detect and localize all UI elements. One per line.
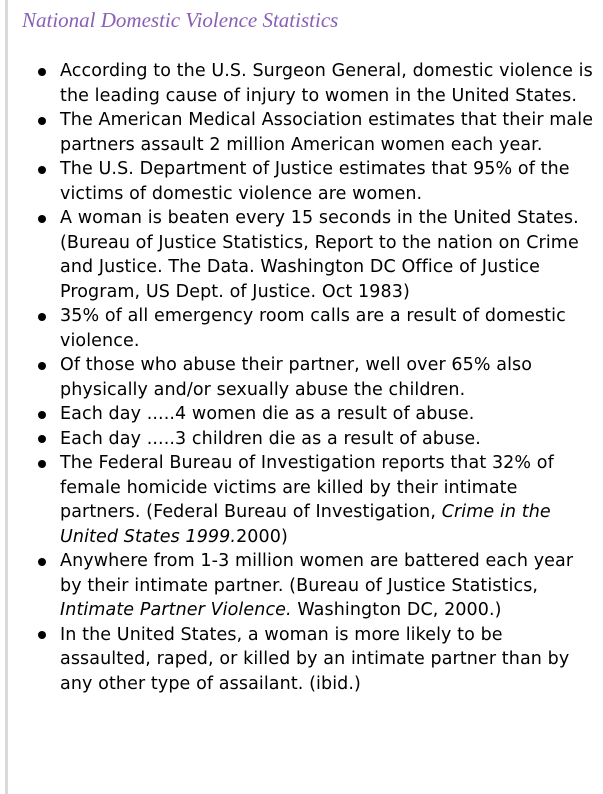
bullet-icon bbox=[38, 68, 46, 76]
citation-title: Intimate Partner Violence. bbox=[60, 600, 292, 620]
list-item-text bbox=[60, 206, 597, 304]
bullet-icon bbox=[38, 215, 46, 223]
list-item bbox=[0, 108, 603, 157]
list-item bbox=[0, 402, 603, 427]
page-title: National Domestic Violence Statistics bbox=[22, 8, 339, 32]
text-segment: The Federal Bureau of Investigation reports that 32% of female homicide victims are killed by their intimate partners. (Federal Bureau of Investigation, bbox=[60, 453, 554, 522]
citation-title: Crime in the United States 1999. bbox=[60, 502, 551, 547]
text-segment: Each day .....3 children die as a result of abuse. bbox=[60, 428, 481, 449]
bullet-icon bbox=[38, 166, 46, 174]
bullet-icon bbox=[38, 411, 46, 419]
bullet-icon bbox=[38, 558, 46, 566]
list-item-text bbox=[60, 353, 597, 402]
list-item-text bbox=[60, 108, 597, 157]
list-item bbox=[0, 59, 603, 108]
text-segment: Of those who abuse their partner, well over 65% also physically and/or sexually abuse the children. bbox=[60, 355, 533, 400]
list-item bbox=[0, 623, 603, 697]
text-segment: Washington DC, 2000.) bbox=[291, 600, 502, 620]
list-item-text bbox=[60, 157, 597, 206]
bullet-icon bbox=[38, 435, 46, 443]
list-item bbox=[0, 304, 603, 353]
bullet-icon bbox=[38, 460, 46, 468]
list-item-text bbox=[60, 59, 597, 108]
list-item-text bbox=[60, 451, 597, 549]
list-item-text bbox=[60, 623, 597, 697]
text-segment: According to the U.S. Surgeon General, domestic violence is the leading cause of injury to women in the United States. bbox=[60, 61, 593, 106]
bullet-icon bbox=[38, 362, 46, 370]
list-item bbox=[0, 427, 603, 452]
list-item bbox=[0, 451, 603, 549]
text-segment: A woman is beaten every 15 seconds in the United States. (Bureau of Justice Statistics, Report to the nation on Crime and Justice. The Data. Washington DC Office of Justice Program, US Dept. of Justice. Oct 1983) bbox=[60, 208, 579, 302]
list-item-text bbox=[60, 427, 597, 452]
text-segment: The U.S. Department of Justice estimates that 95% of the victims of domestic violence are women. bbox=[60, 159, 570, 204]
text-segment: 2000) bbox=[236, 526, 288, 547]
text-segment: Anywhere from 1-3 million women are battered each year by their intimate partner. (Bureau of Justice Statistics, bbox=[60, 551, 574, 596]
list-item bbox=[0, 206, 603, 304]
list-item-text bbox=[60, 402, 597, 427]
text-segment: Each day .....4 women die as a result of abuse. bbox=[60, 404, 475, 424]
bullet-icon bbox=[38, 117, 46, 125]
list-item bbox=[0, 353, 603, 402]
bullet-icon bbox=[38, 631, 46, 639]
list-item-text bbox=[60, 304, 597, 353]
text-segment: The American Medical Association estimates that their male partners assault 2 million American women each year. bbox=[60, 110, 594, 155]
list-item bbox=[0, 157, 603, 206]
text-segment: 35% of all emergency room calls are a result of domestic violence. bbox=[60, 306, 566, 351]
list-item bbox=[0, 549, 603, 623]
statistics-list bbox=[0, 59, 603, 696]
text-segment: In the United States, a woman is more likely to be assaulted, raped, or killed by an intimate partner than by any other type of assailant. (ibid.) bbox=[60, 624, 570, 694]
bullet-icon bbox=[38, 313, 46, 321]
list-item-text bbox=[60, 549, 597, 623]
